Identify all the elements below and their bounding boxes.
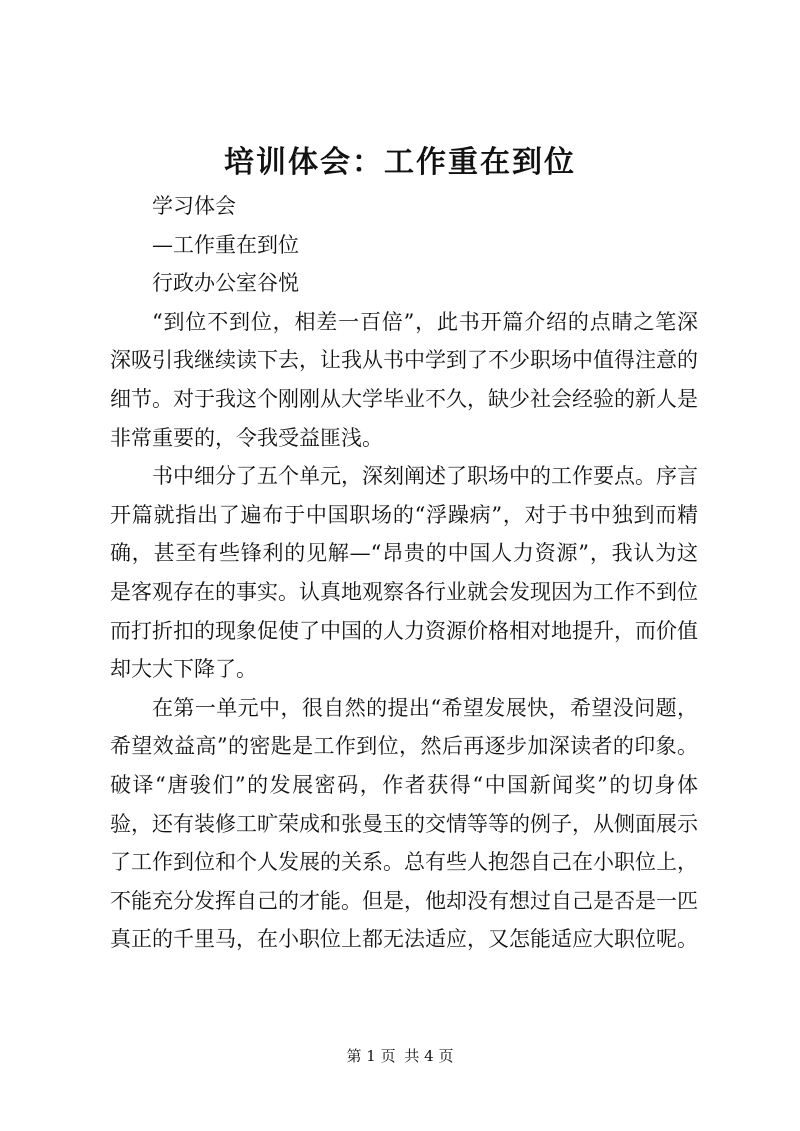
page-footer (0, 1046, 800, 1066)
body-line: 不能充分发挥自己的才能。但是，他却没有想过自己是否是一匹 (110, 888, 698, 913)
body-line: 深吸引我继续读下去，让我从书中学到了不少职场中值得注意的 (110, 348, 698, 373)
page-number: 第 1 页 (346, 1047, 396, 1065)
body-line: 在第一单元中，很自然的提出“希望发展快，希望没问题， (152, 695, 698, 720)
body-line: 破译“唐骏们”的发展密码，作者获得“中国新闻奖”的切身体 (110, 772, 698, 797)
body-line: “到位不到位，相差一百倍”，此书开篇介绍的点睛之笔深 (152, 309, 698, 334)
body-line: 确，甚至有些锋利的见解—“昂贵的中国人力资源”，我认为这 (110, 541, 698, 566)
body-line: 开篇就指出了遍布于中国职场的“浮躁病”，对于书中独到而精 (110, 502, 698, 527)
page-title: 培训体会：工作重在到位 (224, 145, 576, 180)
body-line: —工作重在到位 (152, 232, 299, 257)
body-line: 书中细分了五个单元，深刻阐述了职场中的工作要点。序言 (152, 464, 698, 489)
body-line: 验，还有装修工旷荣成和张曼玉的交情等等的例子，从侧面展示 (110, 811, 698, 836)
body-line: 是客观存在的事实。认真地观察各行业就会发现因为工作不到位 (110, 579, 698, 604)
body-line: 希望效益高”的密匙是工作到位，然后再逐步加深读者的印象。 (110, 734, 698, 759)
body-line: 了工作到位和个人发展的关系。总有些人抱怨自己在小职位上， (110, 850, 698, 875)
page-total: 共 4 页 (404, 1047, 454, 1065)
document-body (110, 187, 698, 959)
body-line: 真正的千里马，在小职位上都无法适应，又怎能适应大职位呢。 (110, 927, 698, 952)
body-line: 学习体会 (152, 194, 236, 218)
body-line: 细节。对于我这个刚刚从大学毕业不久，缺少社会经验的新人是 (110, 386, 698, 411)
body-line: 行政办公室谷悦 (152, 271, 299, 296)
body-line: 非常重要的，令我受益匪浅。 (110, 425, 383, 450)
body-line: 却大大下降了。 (110, 657, 257, 682)
body-line: 而打折扣的现象促使了中国的人力资源价格相对地提升，而价值 (110, 618, 698, 643)
